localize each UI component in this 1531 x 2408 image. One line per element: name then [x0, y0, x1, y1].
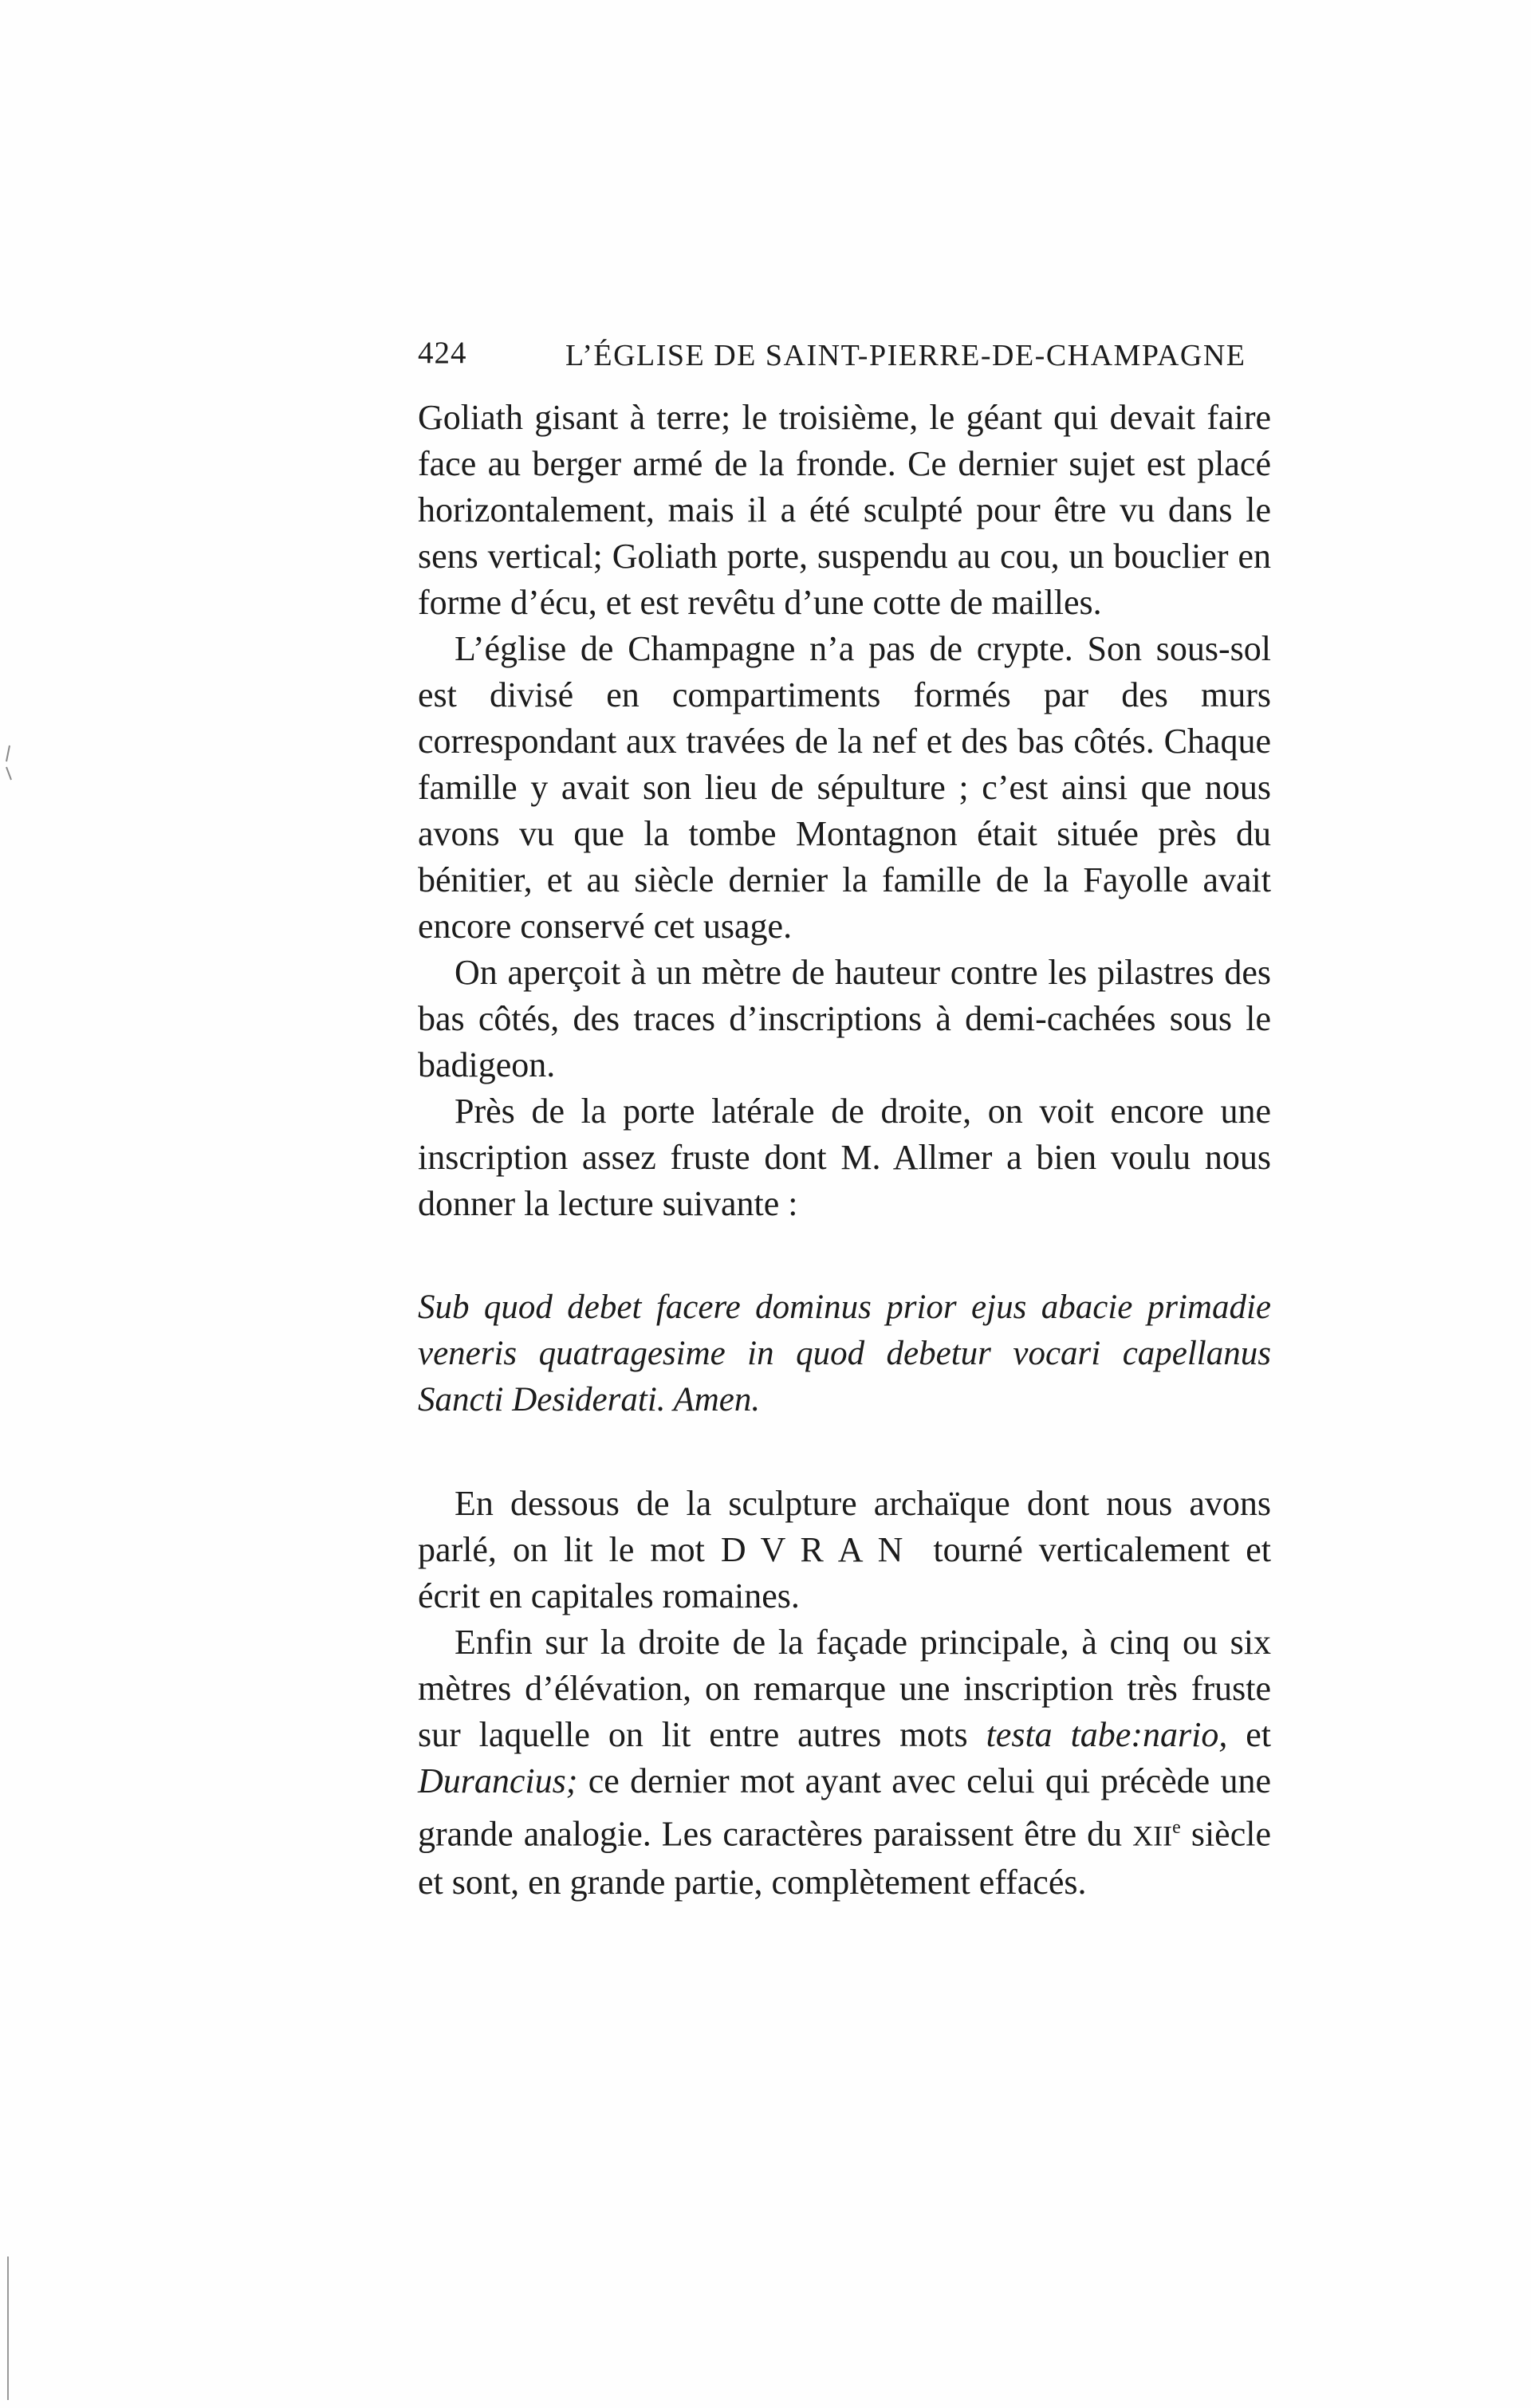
paragraph-2: L’église de Champagne n’a pas de crypte. Son sous-sol est divisé en compartiments formés par des murs correspondant aux travées de la nef et des bas côtés. Chaque famille y avait son lieu de sépulture ; c’est ainsi que nous avons vu que la tombe Montagnon était située près du bénitier, et au siècle dernier la famille de la Fayolle avait encore conservé cet usage.: [418, 629, 1271, 946]
paragraph-6-text-c: ce dernier mot ayant avec celui qui précède une grande analogie. Les caractères paraissent être du: [418, 1761, 1271, 1854]
margin-mark: [6, 746, 10, 761]
paragraph-1: Goliath gisant à terre; le troisième, le géant qui devait faire face au berger armé de la fronde. Ce dernier sujet est placé horizontalement, mais il a été sculpté pour être vu dans le sens vertical; Goliath porte, suspendu au cou, un bouclier en forme d’écu, et est revêtu d’une cotte de mailles.: [418, 398, 1271, 622]
paragraph-5: [418, 1481, 1271, 1619]
scan-margin-marks: [0, 0, 32, 2408]
century-superscript: e: [1172, 1817, 1181, 1838]
page-number: 424: [418, 336, 467, 370]
paragraph-6-italic-2: Durancius;: [418, 1761, 578, 1800]
paragraph-4: Près de la porte latérale de droite, on voit encore une inscription assez fruste dont M. Allmer a bien voulu nous donner la lecture suivante :: [418, 1092, 1271, 1223]
paragraph-5-text-a: En dessous de la sculpture archaïque dont nous avons parlé, on lit le mot: [418, 1484, 1271, 1569]
paragraph-3: On aperçoit à un mètre de hauteur contre les pilastres des bas côtés, des traces d’inscriptions à demi-cachées sous le badigeon.: [418, 953, 1271, 1084]
paragraph-5-text-b: tourné verticalement et écrit en capitales romaines.: [418, 1530, 1271, 1615]
running-head: [418, 335, 1273, 383]
paragraph-6-text-a: Enfin sur la droite de la façade principale, à cinq ou six mètres d’élévation, on remarque une inscription très fruste sur laquelle on lit entre autres mots: [418, 1623, 1271, 1754]
running-title: L’ÉGLISE DE SAINT-PIERRE-DE-CHAMPAGNE: [565, 339, 1246, 372]
paragraph-6-italic-1: testa tabe:nario,: [986, 1715, 1228, 1754]
paragraph-6-text-b: et: [1227, 1715, 1271, 1754]
paragraph-6-text-d: siècle et sont, en grande partie, complètement effacés.: [418, 1814, 1271, 1902]
latin-inscription-quote: Sub quod debet facere dominus prior ejus abacie primadie veneris quatragesime in quod debetur vocari capellanus Sancti Desiderati. Amen.: [418, 1289, 1271, 1418]
body-text: [418, 395, 1271, 1906]
century-numeral: XII: [1132, 1820, 1173, 1852]
inscription-word: DVRAN: [720, 1530, 918, 1569]
margin-mark: [6, 767, 11, 780]
paragraph-6: [418, 1619, 1271, 1906]
